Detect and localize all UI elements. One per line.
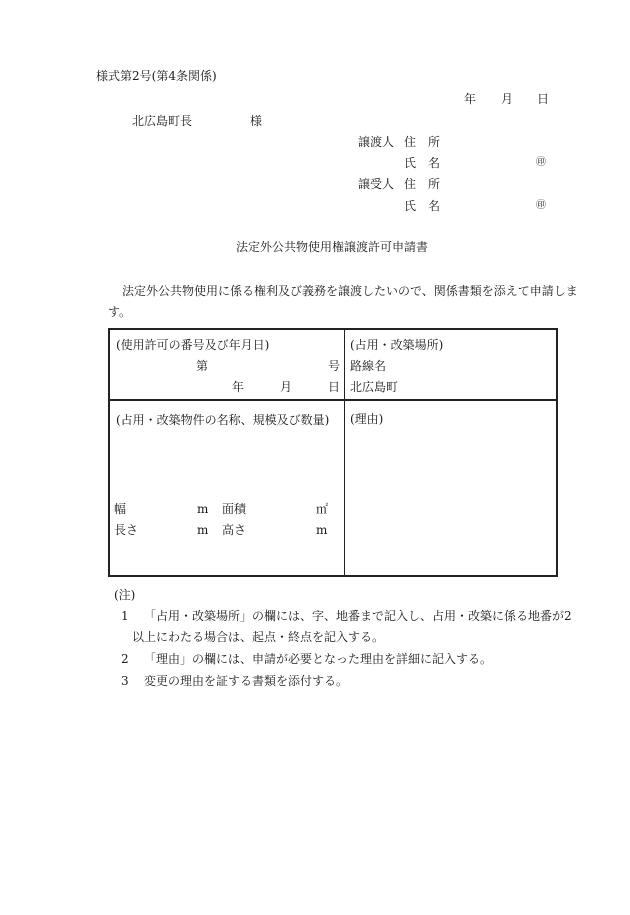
width-unit: m [197,502,209,516]
transferor-address-label: 住 所 [404,135,441,149]
note-3-number: 3 [121,674,129,688]
note-3-text: 変更の理由を証する書類を添付する。 [144,674,349,688]
area-unit: ㎡ [316,502,329,516]
permit-month: 月 [280,380,293,394]
property-label: (占用・改築物件の名称、規模及び数量) [116,413,330,427]
transferor-seal-icon: ㊞ [536,157,546,168]
length-label: 長さ [114,523,139,537]
note-2-number: 2 [121,652,129,666]
height-label: 高さ [222,523,247,537]
table-row-divider [108,399,558,401]
permit-go: 号 [328,359,341,373]
transferor-name-label: 氏 名 [404,156,441,170]
permit-label: (使用許可の番号及び年月日) [116,338,270,352]
note-2-text: 「理由」の欄には、申請が必要となった理由を詳細に記入する。 [144,652,493,666]
date-month: 月 [501,92,514,106]
note-1-line-2: 以上にわたる場合は、起点・終点を記入する。 [132,630,385,644]
width-label: 幅 [114,502,127,516]
document-title: 法定外公共物使用権譲渡許可申請書 [236,240,429,254]
addressee-honorific: 様 [250,114,263,128]
length-unit: m [197,523,209,537]
permit-year: 年 [232,380,245,394]
town-name: 北広島町 [350,380,399,394]
addressee-name: 北広島町長 [132,114,193,128]
height-unit: m [316,523,328,537]
intro-line-2: す。 [108,305,132,319]
notes-heading: (注) [114,588,136,602]
intro-line-1: 法定外公共物使用に係る権利及び義務を譲渡したいので、関係書類を添えて申請しま [122,284,578,298]
date-year: 年 [464,92,477,106]
transferee-address-label: 住 所 [404,177,441,191]
date-day: 日 [537,92,550,106]
reason-label: (理由) [350,412,384,426]
transferee-role: 譲受人 [358,177,395,191]
transferee-name-label: 氏 名 [404,199,441,213]
note-1-number: 1 [121,609,129,623]
route-label: 路線名 [350,359,387,373]
form-number: 様式第2号(第4条関係) [96,69,217,83]
permit-day: 日 [328,380,341,394]
transferee-seal-icon: ㊞ [536,200,546,211]
table-column-divider [344,328,345,577]
location-label: (占用・改築場所) [350,338,444,352]
area-label: 面積 [222,502,247,516]
transferor-role: 譲渡人 [358,135,395,149]
note-1-line-1: 「占用・改築場所」の欄には、字、地番まで記入し、占用・改築に係る地番が2 [144,609,572,623]
permit-dai: 第 [196,359,209,373]
